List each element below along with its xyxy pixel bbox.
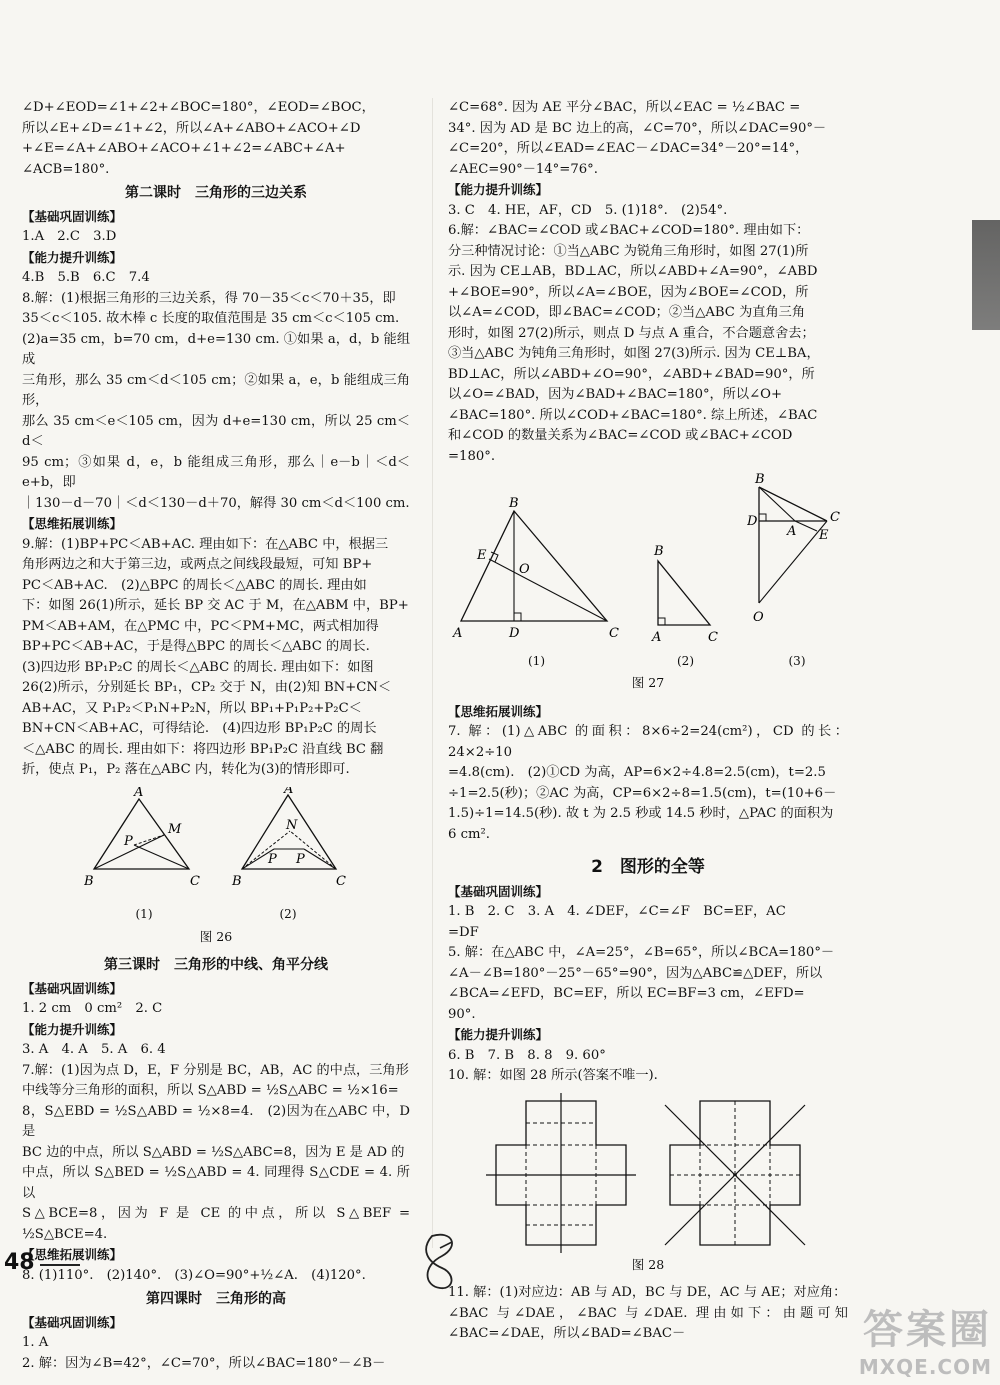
chapter-title: 2 图形的全等 <box>591 857 705 877</box>
binding-edge-mark <box>972 220 1000 330</box>
text-line: ∠AEC=90°－14°=76°. <box>448 161 598 177</box>
left-column <box>22 98 410 1374</box>
figure-27-2 <box>648 543 723 671</box>
figure-sublabel: (2) <box>677 653 694 668</box>
text-line: AB+AC，又 P₁P₂＜P₁N+P₂N，所以 BP₁+P₁P₂+P₂C＜ <box>22 700 362 716</box>
answer-line: 8. (1)110°. (2)140°. (3)∠O=90°+½∠A. (4)120°. <box>22 1267 366 1283</box>
svg-text:D: D <box>509 626 520 641</box>
text-line: 6 cm². <box>448 826 490 842</box>
figure-27-3 <box>747 473 847 671</box>
text-line: 分三种情况讨论：①当△ABC 为锐角三角形时，如图 27(1)所 <box>448 243 809 259</box>
section-title: 第二课时 三角形的三边关系 <box>125 185 307 201</box>
figure-sublabel: (3) <box>788 653 806 668</box>
triangle-diagram <box>228 787 348 897</box>
text-line: (3)四边形 BP₁P₂C 的周长＜△ABC 的周长. 理由如下：如图 <box>22 659 374 675</box>
page-number-rule <box>40 1264 80 1266</box>
section-tag: 【能力提升训练】 <box>448 1027 549 1042</box>
text-line: 和∠COD 的数量关系为∠BAC=∠COD 或∠BAC+∠COD <box>448 428 793 443</box>
text-line: PC＜AB+AC. (2)△BPC 的周长＜△ABC 的周长. 理由如 <box>22 577 367 593</box>
figure-caption: 图 26 <box>199 928 233 944</box>
section-tag: 【思维拓展训练】 <box>22 1247 123 1262</box>
watermark-logo: 答案圈 <box>863 1307 992 1353</box>
triangle-diagram <box>84 787 204 897</box>
text-line: 7. 解：(1)△ABC 的面积：8×6÷2=24(cm²)，CD 的长：24×2÷10 <box>448 724 848 760</box>
text-line: ∠BCA=∠EFD，BC=EF，所以 EC=BF=3 cm，∠EFD= <box>448 986 805 1001</box>
figure-sublabel: (1) <box>528 653 545 668</box>
right-column <box>448 98 848 1345</box>
text-line: ＜△ABC 的周长. 理由如下：将四边形 BP₁P₂C 沿直线 BC 翻 <box>22 741 384 757</box>
text-line: 8，S△EBD = ½S△ABD = ½×8=4. (2)因为在△ABC 中，D 是 <box>22 1103 410 1139</box>
text-line: 26(2)所示，分别延长 BP₁，CP₂ 交于 N，由(2)知 BN+CN＜ <box>22 680 392 695</box>
answer-line: 1. 2 cm 0 cm² 2. C <box>22 1001 163 1016</box>
svg-text:M: M <box>168 821 182 837</box>
text-line: PM＜AB+AM，在△PMC 中，PC＜PM+MC，两式相加得 <box>22 618 379 634</box>
text-line: =180°. <box>448 448 496 464</box>
svg-text:O: O <box>753 610 764 625</box>
svg-text:C: C <box>830 510 840 525</box>
answer-line: 4.B 5.B 6.C 7.4 <box>22 270 150 285</box>
svg-text:B: B <box>84 873 94 889</box>
section-tag: 【思维拓展训练】 <box>448 703 549 719</box>
svg-text:A: A <box>284 786 294 797</box>
svg-text:E: E <box>477 548 487 563</box>
figure-sublabel: (2) <box>279 907 297 921</box>
answer-line: =DF <box>448 924 479 940</box>
text-line: ∠BAC 与∠DAE，∠BAC 与∠DAE. 理由如下：由题可知∠BAC=∠DAE，所以∠BAD=∠BAC－ <box>448 1305 848 1341</box>
text-line: 35＜c＜105. 故木棒 c 长度的取值范围是 35 cm＜c＜105 cm. <box>22 311 400 326</box>
svg-text:C: C <box>336 873 346 889</box>
svg-text:A: A <box>453 626 463 641</box>
text-line: ∠A－∠B=180°－25°－65°=90°，因为△ABC≌△DEF，所以 <box>448 965 823 981</box>
svg-text:B: B <box>509 496 519 511</box>
figure-caption: 图 27 <box>631 675 665 690</box>
section-tag: 【基础巩固训练】 <box>22 208 123 224</box>
text-line: 5. 解：在△ABC 中，∠A=25°，∠B=65°，所以∠BCA=180°－ <box>448 945 835 960</box>
text-line: ｜130－d－70｜＜d＜130－d＋70，解得 30 cm＜d＜100 cm. <box>22 495 410 511</box>
text-line: ∠D+∠EOD=∠1+∠2+∠BOC=180°，∠EOD=∠BOC， <box>22 100 375 115</box>
svg-text:B: B <box>232 873 242 889</box>
text-line: BC 边的中点，所以 S△ABD = ½S△ABC=8，因为 E 是 AD 的 <box>22 1144 405 1160</box>
acute-triangle-diagram <box>449 493 624 643</box>
text-line: BN+CN＜AB+AC，可得结论. (4)四边形 BP₁P₂C 的周长 <box>22 721 377 736</box>
text-line: 下：如图 26(1)所示，延长 BP 交 AC 于 M，在△ABM 中，BP+ <box>22 598 409 613</box>
svg-text:N: N <box>286 817 298 833</box>
text-line: =4.8(cm). (2)①CD 为高，AP=6×2÷4.8=2.5(cm)，t=2.5 <box>448 765 826 780</box>
text-line: 90°. <box>448 1006 476 1022</box>
text-line: +∠BOE=90°，所以∠A=∠BOE，因为∠BOE=∠COD，所 <box>448 284 809 300</box>
text-line: 8.解：(1)根据三角形的三边关系，得 70－35＜c＜70＋35，即 <box>22 290 396 306</box>
cross-grid-diagram-2 <box>660 1093 810 1253</box>
cross-grid-diagram-1 <box>486 1093 636 1253</box>
svg-text:B: B <box>755 473 765 487</box>
svg-text:E: E <box>819 528 829 543</box>
svg-text:C: C <box>190 873 200 889</box>
figure-caption: 图 28 <box>631 1256 665 1272</box>
answer-line: 6. B 7. B 8. 8 9. 60° <box>448 1047 606 1063</box>
text-line: 示. 因为 CE⊥AB，BD⊥AC，所以∠ABD+∠A=90°，∠ABD <box>448 264 818 279</box>
figure-26-1 <box>84 787 204 925</box>
section-tag: 【能力提升训练】 <box>22 249 123 265</box>
text-line: 11. 解：(1)对应边：AB 与 AD，BC 与 DE，AC 与 AE；对应角： <box>448 1285 847 1300</box>
text-line: 中点，所以 S△BED = ½S△ABD = 4. 同理得 S△CDE = 4. 所以 <box>22 1165 410 1201</box>
svg-text:P: P <box>296 851 305 867</box>
answer-line: 1. B 2. C 3. A 4. ∠DEF，∠C=∠F BC=EF，AC <box>448 904 786 919</box>
text-line: 以∠O=∠BAD，因为∠BAD+∠BAC=180°，所以∠O+ <box>448 387 783 402</box>
section-title: 第三课时 三角形的中线、角平分线 <box>104 957 328 973</box>
column-divider <box>432 98 433 1248</box>
text-line: 1.5)÷1=14.5(秒). 故 t 为 2.5 秒或 14.5 秒时，△PAC 的面积为 <box>448 806 834 821</box>
svg-text:P: P <box>268 851 277 867</box>
svg-text:D: D <box>747 514 758 529</box>
text-line: (2)a=35 cm，b=70 cm，d+e=130 cm. ①如果 a，d，b 能组成 <box>22 331 410 367</box>
text-line: +∠E=∠A+∠ABO+∠ACO+∠1+∠2=∠ABC+∠A+ <box>22 141 346 156</box>
text-line: S△BCE=8，因为 F 是 CE 的中点，所以 S△BEF = ½S△BCE=4. <box>22 1206 410 1242</box>
figure-28 <box>448 1093 848 1253</box>
watermark <box>859 1298 992 1379</box>
text-line: 所以∠E+∠D=∠1+∠2，所以∠A+∠ABO+∠ACO+∠D <box>22 120 361 136</box>
svg-text:C: C <box>609 626 619 641</box>
answer-line: 1.A 2.C 3.D <box>22 229 117 244</box>
text-line: ÷1=2.5(秒)；②AC 为高，CP=6×2÷8=1.5(cm)，t=(10+6－ <box>448 785 837 801</box>
svg-text:A: A <box>652 630 662 643</box>
text-line: 9.解：(1)BP+PC＜AB+AC. 理由如下：在△ABC 中，根据三 <box>22 536 389 552</box>
text-line: BD⊥AC，所以∠ABD+∠O=90°，∠ABD+∠BAD=90°，所 <box>448 366 815 382</box>
svg-text:B: B <box>654 544 664 559</box>
watermark-url: MXQE.COM <box>858 1355 992 1379</box>
figure-sublabel: (1) <box>135 907 153 921</box>
svg-text:C: C <box>708 630 718 643</box>
text-line: BP+PC＜AB+AC，于是得△BPC 的周长＜△ABC 的周长. <box>22 639 370 654</box>
answer-line: 3. A 4. A 5. A 6. 4 <box>22 1042 166 1057</box>
section-tag: 【基础巩固训练】 <box>22 980 123 996</box>
section-tag: 【基础巩固训练】 <box>22 1314 123 1330</box>
page-number: 48 <box>4 1250 35 1275</box>
text-line: 三角形，那么 35 cm＜d＜105 cm；②如果 a，e，b 能组成三角形， <box>22 372 410 408</box>
text-line: 95 cm；③如果 d，e，b 能组成三角形，那么｜e－b｜＜d＜e+b，即 <box>22 454 410 490</box>
text-line: ∠ACB=180°. <box>22 161 110 177</box>
figure-26 <box>22 787 410 925</box>
figure-26-2 <box>228 787 348 925</box>
text-line: ③当△ABC 为钝角三角形时，如图 27(3)所示. 因为 CE⊥BA， <box>448 346 820 361</box>
text-line: 那么 35 cm＜e＜105 cm，因为 d+e=130 cm，所以 25 cm＜d＜ <box>22 413 410 449</box>
section-tag: 【思维拓展训练】 <box>22 516 123 531</box>
text-line: 折，使点 P₁，P₂ 落在△ABC 内，转化为(3)的情形即可. <box>22 762 350 777</box>
section-tag: 【能力提升训练】 <box>448 182 549 197</box>
text-line: 中线等分三角形的面积，所以 S△ABD = ½S△ABC = ½×16= <box>22 1083 399 1098</box>
figure-27 <box>448 473 848 671</box>
svg-text:A: A <box>134 786 144 800</box>
text-line: ∠C=20°，所以∠EAD=∠EAC－∠DAC=34°－20°=14°， <box>448 141 809 156</box>
text-line: 10. 解：如图 28 所示(答案不唯一). <box>448 1068 658 1083</box>
obtuse-triangle-diagram <box>747 473 847 643</box>
text-line: 7.解：(1)因为点 D，E，F 分别是 BC，AB，AC 的中点，三角形 <box>22 1062 409 1078</box>
text-line: 2. 解：因为∠B=42°，∠C=70°，所以∠BAC=180°－∠B－ <box>22 1355 386 1371</box>
answer-line: 1. A <box>22 1335 49 1350</box>
svg-text:O: O <box>519 562 530 577</box>
text-line: 角形两边之和大于第三边，或两点之间线段最短，可知 BP+ <box>22 557 373 572</box>
svg-text:A: A <box>787 524 797 539</box>
section-title: 第四课时 三角形的高 <box>146 1291 286 1307</box>
text-line: ∠C=68°. 因为 AE 平分∠BAC，所以∠EAC = ½∠BAC = <box>448 100 801 115</box>
text-line: 6.解：∠BAC=∠COD 或∠BAC+∠COD=180°. 理由如下： <box>448 223 810 238</box>
right-triangle-diagram <box>648 543 723 643</box>
section-tag: 【能力提升训练】 <box>22 1021 123 1037</box>
section-tag: 【基础巩固训练】 <box>448 883 549 899</box>
text-line: 形时，如图 27(2)所示，则点 D 与点 A 重合，不合题意舍去； <box>448 325 815 341</box>
text-line: ∠BAC=180°. 所以∠COD+∠BAC=180°. 综上所述，∠BAC <box>448 407 818 423</box>
text-line: 34°. 因为 AD 是 BC 边上的高，∠C=70°，所以∠DAC=90°－ <box>448 120 827 136</box>
svg-text:P: P <box>124 833 133 849</box>
answer-line: 3. C 4. HE，AF，CD 5. (1)18°. (2)54°. <box>448 202 728 218</box>
figure-27-1 <box>449 493 624 671</box>
handwritten-scribble <box>412 1228 472 1298</box>
text-line: 以∠A=∠COD，即∠BAC=∠COD；②当△ABC 为直角三角 <box>448 305 806 320</box>
